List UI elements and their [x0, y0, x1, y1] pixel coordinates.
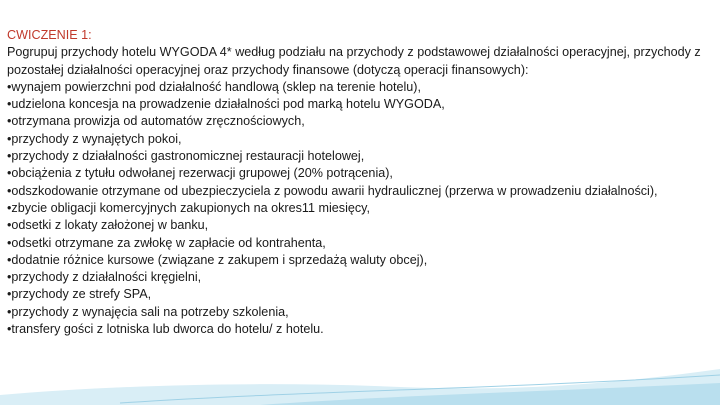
exercise-text-block	[7, 27, 715, 338]
bullet-mark: •	[7, 287, 12, 302]
list-item	[7, 321, 715, 338]
list-item	[7, 252, 715, 269]
revenue-list	[7, 79, 715, 338]
bullet-mark: •	[7, 79, 12, 94]
list-item-text: udzielona koncesja na prowadzenie działalności pod marką hotelu WYGODA,	[11, 97, 445, 112]
list-item-text: przychody ze strefy SPA,	[11, 287, 152, 302]
list-item	[7, 148, 715, 165]
list-item	[7, 183, 715, 200]
bullet-mark: •	[7, 200, 12, 215]
list-item	[7, 165, 715, 182]
bullet-mark: •	[7, 235, 12, 250]
list-item-text: przychody z działalności gastronomicznej restauracji hotelowej,	[11, 149, 365, 164]
list-item	[7, 269, 715, 286]
bullet-mark: •	[7, 166, 12, 181]
list-item	[7, 96, 715, 113]
list-item-text: transfery gości z lotniska lub dworca do hotelu/ z hotelu.	[11, 322, 324, 337]
bullet-mark: •	[7, 322, 12, 337]
bullet-mark: •	[7, 97, 12, 112]
wave-line	[120, 375, 720, 403]
wave-decoration	[0, 345, 720, 405]
bullet-mark: •	[7, 131, 12, 146]
list-item	[7, 200, 715, 217]
list-item-text: odszkodowanie otrzymane od ubezpieczyciela z powodu awarii hydraulicznej (przerwa w prowadzeniu działalności),	[11, 183, 658, 198]
list-item-text: odsetki otrzymane za zwłokę w zapłacie od kontrahenta,	[11, 235, 326, 250]
bullet-mark: •	[7, 149, 12, 164]
bullet-mark: •	[7, 114, 12, 129]
list-item-text: otrzymana prowizja od automatów zręcznościowych,	[11, 114, 305, 129]
wave-shape-mid	[260, 383, 720, 405]
list-item	[7, 235, 715, 252]
list-item	[7, 304, 715, 321]
list-item	[7, 217, 715, 234]
list-item	[7, 79, 715, 96]
list-item-text: obciążenia z tytułu odwołanej rezerwacji grupowej (20% potrącenia),	[11, 166, 393, 181]
bullet-mark: •	[7, 270, 12, 285]
exercise-intro: Pogrupuj przychody hotelu WYGODA 4* według podziału na przychody z podstawowej działalności operacyjnej, przychody z pozostałej działalności operacyjnej oraz przychody finansowe (dotyczą operacji finansowych):	[7, 45, 701, 77]
list-item-text: dodatnie różnice kursowe (związane z zakupem i sprzedażą waluty obcej),	[11, 252, 428, 267]
list-item-text: wynajem powierzchni pod działalność handlową (sklep na terenie hotelu),	[11, 79, 421, 94]
exercise-title: CWICZENIE 1:	[7, 28, 92, 42]
list-item-text: przychody z wynajętych pokoi,	[11, 131, 182, 146]
bullet-mark: •	[7, 304, 12, 319]
wave-shape-light	[0, 369, 720, 405]
bullet-mark: •	[7, 183, 12, 198]
list-item	[7, 113, 715, 130]
list-item-text: odsetki z lokaty założonej w banku,	[11, 218, 209, 233]
list-item-text: przychody z działalności kręgielni,	[11, 270, 202, 285]
bullet-mark: •	[7, 252, 12, 267]
list-item-text: przychody z wynajęcia sali na potrzeby szkolenia,	[11, 304, 289, 319]
list-item	[7, 286, 715, 303]
bullet-mark: •	[7, 218, 12, 233]
list-item-text: zbycie obligacji komercyjnych zakupionych na okres11 miesięcy,	[11, 200, 371, 215]
list-item	[7, 131, 715, 148]
